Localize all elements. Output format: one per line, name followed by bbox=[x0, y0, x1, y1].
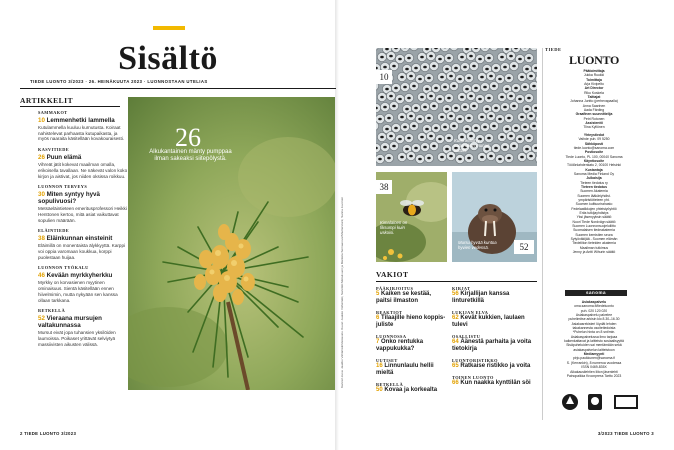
customer-service-line: *Puhelun hinta on 8 snt/min. bbox=[572, 330, 616, 335]
customer-service-line: Asiakaspalvelu palvelee bbox=[575, 313, 613, 318]
vakio-entry[interactable] bbox=[376, 334, 448, 353]
vakio-title-text: Kevät kukkien, laulaen tulevi bbox=[452, 315, 525, 328]
masthead-line: Tieteen tiedotus ry bbox=[580, 180, 608, 185]
vakiot-right-column bbox=[452, 286, 536, 392]
masthead-line: Kustantaja bbox=[585, 167, 603, 172]
toc-title bbox=[38, 154, 128, 161]
masthead-lines bbox=[545, 69, 643, 254]
toc-title-text: Eläinkunnan einsteinit bbox=[46, 235, 113, 243]
vakio-title-text: Kaiken se kestää, paitsi ilmaston bbox=[376, 291, 432, 304]
customer-service-line: ISSN 0469-835X bbox=[581, 365, 607, 370]
photo-credit: Kannen kuva: Jaakko Vähämäki/Vastavalo. Kuvat: Jaakko Vähämäki, Sannikki Metsävuori ja Marketa Sernaarova/Shutterstock, Sanna Juvonen bbox=[340, 196, 344, 388]
masthead-line: Töölönlahdenkatu 2, 00100 Helsinki bbox=[567, 163, 621, 168]
toc-title-text: Miten syntyy hyvä sopulivuosi? bbox=[38, 191, 100, 206]
vakio-entry[interactable] bbox=[452, 286, 536, 305]
masthead-line: Anna Saarinen bbox=[582, 103, 606, 108]
customer-service-line: kaikenkattavat ja laitteisto sosiaalisyyttä bbox=[564, 339, 624, 344]
vakio-page-number: 56 bbox=[452, 291, 459, 297]
right-folio: 3/2023 TIEDE LUONTO 3 bbox=[597, 431, 654, 436]
vakio-page-number: 64 bbox=[452, 339, 459, 345]
vakio-entry[interactable] bbox=[376, 382, 448, 394]
masthead-line: Taittajat bbox=[587, 95, 601, 100]
toc-title bbox=[38, 272, 128, 279]
toc-title-text: Lemmenhetki lammella bbox=[46, 117, 115, 124]
vakio-category: UUTISET bbox=[376, 358, 398, 363]
vakio-category: TOINEN LUONTO bbox=[452, 375, 494, 380]
masthead-line: Suomen Akatemia bbox=[580, 189, 608, 194]
masthead-line: Sähköposti bbox=[584, 141, 604, 146]
masthead bbox=[545, 45, 643, 254]
left-folio: 2 TIEDE LUONTO 3/2023 bbox=[20, 431, 77, 436]
masthead-line: Suomen Luonnonsuojeluliitto bbox=[572, 224, 616, 229]
articles-rule bbox=[20, 106, 120, 107]
vakio-page-number: 62 bbox=[452, 315, 459, 321]
masthead-line: Art Director bbox=[584, 86, 604, 91]
customer-service-line: Painopaikka Kroonpress Tartto 2023 bbox=[566, 373, 622, 378]
customer-service-line: Sisäpuheluiden sai mentämään sekä bbox=[566, 343, 622, 348]
toc-page-number: 26 bbox=[38, 154, 45, 162]
masthead-line: Eräs tutkijayhdistys bbox=[579, 211, 609, 215]
vakio-category: RETKELLÄ bbox=[376, 382, 404, 387]
toc-category: KASVITIEDE bbox=[38, 147, 69, 153]
masthead-line: Graafinen suunnittelija bbox=[575, 112, 613, 117]
sanoma-logo: sanoma bbox=[565, 290, 627, 296]
tile-caption-frog: Kudu kehittyy sammakon munan sisällä. bbox=[454, 138, 490, 153]
toc-entry[interactable] bbox=[38, 110, 128, 142]
toc-page-number: 38 bbox=[38, 235, 45, 243]
masthead-line: Sanoma Media Finland Oy bbox=[573, 171, 615, 176]
vakiot-left-column bbox=[376, 286, 448, 399]
masthead-line: Maailman tutkimus bbox=[579, 245, 609, 250]
toc-description: Mursut eivät jopa tuhansien yksilöiden laumoissa. Poikaset yrittävät selviytyä massiivisten aikusten välissä. bbox=[38, 330, 116, 347]
masthead-line: Yhteystiedot bbox=[583, 132, 605, 137]
toc-description: Metsäeläintieteen emeritusprofessori Heikki Henttonen kertoo, mitä asiat vaikuttavat sopulien määrään. bbox=[38, 206, 127, 223]
tile-bumblebee[interactable] bbox=[376, 172, 447, 262]
vakio-entry[interactable] bbox=[452, 334, 536, 353]
masthead-line: Riku Koskela bbox=[584, 90, 604, 95]
vakio-title bbox=[376, 339, 448, 353]
customer-service-line: Asiakaspalvelu bbox=[581, 300, 607, 304]
vakio-entry[interactable] bbox=[376, 286, 448, 305]
customer-service-line: Mediamyynti bbox=[583, 352, 605, 357]
toc-description: Vihreät jätit kokevat maailman omalla, erikoisella tavallaan. Ne näkevät valon koko kirjon ja aistivat, jos niiden oksissa roikkuu. bbox=[38, 162, 128, 179]
vakio-page-number: 16 bbox=[376, 363, 383, 369]
customer-service-line: Asiakaspalvelussa ilmo tarjoaa bbox=[570, 334, 618, 339]
masthead-line: Nuori Tiede Nordvägn säätiö bbox=[572, 219, 616, 224]
vakio-title bbox=[452, 315, 536, 329]
masthead-line: Vaihde puh. 09 5250 bbox=[578, 137, 610, 142]
tile-frog-spawn[interactable] bbox=[376, 48, 537, 166]
vakio-title bbox=[452, 380, 536, 387]
articles-list bbox=[38, 110, 128, 352]
customer-service-line: oma.sanoma.fi/tiedeluonto bbox=[574, 304, 614, 309]
masthead-line: Johanna Juntto (perhevapaalla) bbox=[570, 99, 618, 104]
issue-rule bbox=[20, 88, 336, 89]
customer-service-line: takakannesta osoitetiedoista bbox=[572, 326, 616, 331]
customer-service-line: Aikakausilehtien liiton jäsenlehti bbox=[570, 369, 618, 374]
toc-entry[interactable] bbox=[38, 147, 128, 179]
toc-entry[interactable] bbox=[38, 308, 128, 347]
vakio-entry[interactable] bbox=[452, 310, 536, 329]
masthead-line: Tieteen tiedotus bbox=[581, 184, 607, 189]
toc-category: RETKELLÄ bbox=[38, 308, 66, 314]
masthead-line: Tiede Luonto, PL 100, 00040 Sanoma bbox=[565, 154, 623, 159]
vakio-title-text: Linnunlaulu hellii mieltä bbox=[376, 363, 434, 376]
vakio-title-text: Onko rentukka vappukukka? bbox=[376, 339, 424, 352]
toc-title bbox=[38, 315, 128, 329]
toc-entry[interactable] bbox=[38, 184, 128, 223]
tile-number-10: 10 bbox=[376, 70, 392, 84]
vakio-category: LUONNOSSA bbox=[376, 334, 407, 339]
vakio-title-text: Kirjallijan kanssa linturetkillä bbox=[452, 291, 510, 304]
masthead-customer-service bbox=[548, 300, 640, 378]
toc-category: LUONNON TYÖKALU bbox=[38, 265, 89, 271]
vakio-page-number: 65 bbox=[452, 363, 459, 369]
toc-title bbox=[38, 191, 128, 205]
tile-caption-walrus: Mursu hyvää kuntoa hyvien vedessä. bbox=[458, 240, 497, 250]
certification-logos bbox=[562, 392, 642, 412]
vakio-title-text: Tilaajille hieno koppis-juliste bbox=[376, 315, 446, 328]
masthead-line: Yksi jäsenyyksin säätiö bbox=[576, 215, 612, 220]
page-title: Sisältö bbox=[118, 40, 218, 77]
vakiot-heading: VAKIOT bbox=[376, 270, 409, 279]
vakio-page-number: 5 bbox=[376, 291, 380, 297]
masthead-line: Sytyöväkijää - Suomen elämän bbox=[570, 237, 618, 242]
masthead-divider bbox=[542, 48, 543, 420]
vakio-category: PÄÄKIRJOITUS bbox=[376, 286, 414, 291]
masthead-line: Jenny ja Antti Wihurin säätiö bbox=[572, 250, 616, 255]
masthead-line: Tiina Kyllönen bbox=[583, 125, 605, 130]
vakio-title bbox=[452, 339, 536, 353]
masthead-line: Aada Färding bbox=[583, 108, 605, 113]
vakio-title-text: Äänestä parhaita ja voita tietokirja bbox=[452, 339, 532, 352]
masthead-line: Postiosoite bbox=[584, 150, 604, 155]
vakio-title bbox=[452, 363, 536, 370]
articles-heading: ARTIKKELIT bbox=[20, 96, 74, 105]
masthead-line: Tiedeliiton tieteiden akatemia bbox=[572, 241, 616, 246]
masthead-line: ympäristötieteen yht. bbox=[578, 197, 610, 202]
certification-icons bbox=[562, 392, 642, 412]
toc-title bbox=[38, 117, 128, 124]
toc-page-number: 10 bbox=[38, 117, 45, 124]
vakio-category: KIRJAT bbox=[452, 286, 471, 291]
vakio-title bbox=[376, 363, 448, 377]
customer-service-line: pirjo.paukkunen@sanoma.fi bbox=[572, 356, 616, 361]
masthead-line: Julkaisija bbox=[586, 176, 602, 181]
toc-entry[interactable] bbox=[38, 228, 128, 260]
tile-number-52: 52 bbox=[514, 240, 534, 254]
vakiot-rule bbox=[376, 281, 537, 282]
masthead-line: Toimittaja bbox=[586, 77, 602, 82]
toc-description: Myrkky on korvasienen myytinen ominaisuus. Sientä käsitellään ennen hiivelmimin, mutta nykyään sen kanssa ollaan tarkkana. bbox=[38, 280, 118, 303]
masthead-line: Fedelaatikkojen yhteistyöyhtiö bbox=[571, 206, 617, 211]
vakio-title bbox=[376, 315, 448, 329]
toc-title-text: Puun elämä bbox=[46, 154, 82, 162]
masthead-line: Päätoimittaja bbox=[583, 69, 605, 73]
masthead-line: tiede.luonto@sanoma.com bbox=[573, 145, 615, 150]
toc-category: ELÄINTIEDE bbox=[38, 228, 69, 234]
tile-number-38: 38 bbox=[376, 180, 392, 194]
hero-photo-pine-flowers[interactable] bbox=[128, 97, 335, 390]
toc-page-number: 30 bbox=[38, 191, 45, 199]
customer-service-line: Asiakasrekisteri löydät lehden bbox=[571, 321, 617, 326]
vakio-title bbox=[376, 291, 448, 305]
tile-caption-bee: Kimalainen on fiksumpi kuin uskoisi. bbox=[380, 220, 408, 235]
customer-service-line: asiakaspalvelun laitteistoon bbox=[573, 347, 615, 352]
title-accent-bar bbox=[153, 26, 185, 30]
toc-title-text: Vieraana mursujen valtakunnassa bbox=[38, 315, 102, 330]
tile-walrus[interactable] bbox=[452, 172, 537, 262]
masthead-line: Käyntiosoite bbox=[583, 158, 605, 163]
vakio-category: REAKTIOT bbox=[376, 310, 403, 315]
toc-page-number: 52 bbox=[38, 315, 45, 323]
vakio-title-text: Ratkaise ristikko ja voita bbox=[460, 363, 531, 369]
toc-title bbox=[38, 235, 128, 242]
masthead-line: Suomen lääkäriyhdist. bbox=[577, 193, 611, 198]
vakio-title bbox=[376, 387, 448, 394]
customer-service-line: S. (Kerrankin), 8 numeroa vuodessa bbox=[566, 360, 622, 365]
masthead-line: Assistentti bbox=[585, 121, 603, 126]
masthead-line: Petri Rotonen bbox=[583, 116, 605, 121]
vakio-entry[interactable] bbox=[376, 358, 448, 377]
toc-page-number: 46 bbox=[38, 272, 45, 280]
masthead-line: Jukka Ruukki bbox=[583, 73, 605, 78]
vakio-category: OSALLISTU bbox=[452, 334, 481, 339]
vakio-page-number: 50 bbox=[376, 387, 383, 393]
vakio-entry[interactable] bbox=[452, 358, 536, 370]
vakio-title-text: Kovaa ja korkealta bbox=[384, 387, 438, 393]
masthead-line: Arja Kivipelto bbox=[584, 82, 604, 87]
toc-description: Eläimillä on monentaista älykkyyttä. Karppi voi oppia varomaan koukkua, korppi puolestaan huijaa. bbox=[38, 243, 126, 260]
customer-service-line: puh. 020 120 020 bbox=[580, 308, 608, 313]
vakio-entry[interactable] bbox=[376, 310, 448, 329]
hero-page-number: 26 bbox=[175, 123, 201, 152]
toc-category: LUONNON TERVEYS bbox=[38, 184, 88, 190]
vakio-page-number: 66 bbox=[452, 380, 459, 386]
toc-description: Kutulammella kuuluu kurnutusta. Koiraat nahistelevat parhaasta kutupaikasta, ja myös naaraita käsitellään kovakouraisesti. bbox=[38, 125, 125, 142]
vakio-page-number: 7 bbox=[376, 339, 380, 345]
toc-category: SAMMAKOT bbox=[38, 110, 68, 115]
vakio-entry[interactable] bbox=[452, 375, 536, 387]
toc-title-text: Kevään myrkkyherkku bbox=[46, 272, 113, 280]
vakio-page-number: 6 bbox=[376, 315, 380, 321]
masthead-line: Suomen kemistien seura bbox=[575, 232, 613, 237]
vakio-category: LUONTORISTIKKO bbox=[452, 358, 498, 363]
masthead-line: Suomalaisen tiedeakatemia bbox=[573, 228, 615, 233]
toc-entry[interactable] bbox=[38, 265, 128, 303]
vakio-category: LUKIJAN ELVA bbox=[452, 310, 489, 315]
customer-service-line: puhelimitse arkisin klo 8.30–16.30 bbox=[568, 317, 620, 322]
tiede-luonto-logo: TIEDE LUONTO bbox=[545, 47, 619, 67]
masthead-line: Suomen kulttuurirahasto bbox=[575, 202, 613, 207]
vakio-title bbox=[452, 291, 536, 305]
vakio-title-text: Kun naakka kynttilän söi bbox=[460, 380, 531, 386]
issue-line: TIEDE LUONTO 3/2023 · 26. HEINÄKUUTA 2023 · LUONNOSTAAN UTELIAS bbox=[30, 79, 208, 84]
hero-caption: Alkukantainen mänty pumppaa ilman sakeaksi siitepölystä. bbox=[149, 149, 232, 162]
